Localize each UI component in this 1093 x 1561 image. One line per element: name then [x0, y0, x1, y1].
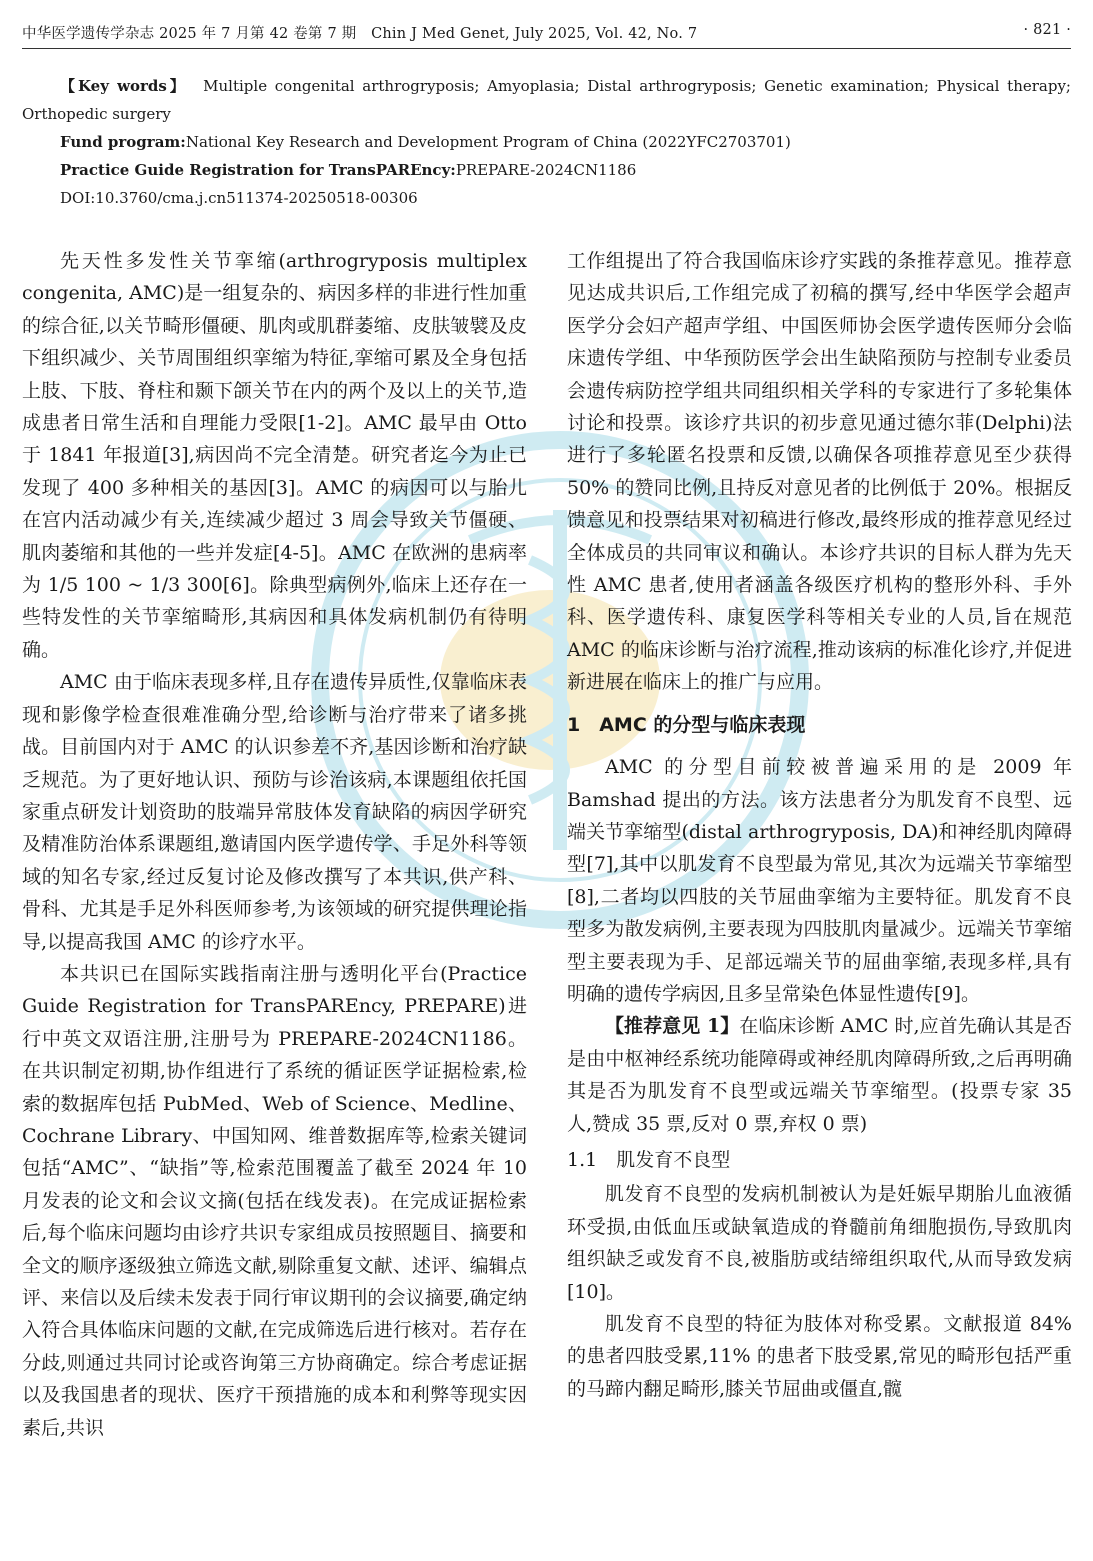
paragraph: AMC 由于临床表现多样,且存在遗传异质性,仅靠临床表现和影像学检查很难准确分型,给诊断与治疗带来了诸多挑战。目前国内对于 AMC 的认识参差不齐,基因诊断和治疗缺乏规范。为了更好地认识、预防与诊治该病,本课题组依托国家重点研发计划资助的肢端异常肢体发育缺陷的病因学研究及精准防治体系课题组,邀请国内医学遗传学、手足外科等领域的知名专家,经过反复讨论及修改撰写了本共识,供产科、骨科、尤其是手足外科医师参考,为该领域的研究提供理论指导,以提高我国 AMC 的诊疗水平。: [22, 671, 527, 953]
running-head: [22, 20, 1071, 49]
paragraph: AMC 的分型目前较被普遍采用的是 2009 年 Bamshad 提出的方法。该方法患者分为肌发育不良型、远端关节挛缩型(distal arthrogryposis, DA)和神经肌肉障碍型[7],其中以肌发育不良型最为常见,其次为远端关节挛缩型[8],二者均以四肢的关节屈曲挛缩为主要特征。肌发育不良型多为散发病例,主要表现为四肢肌肉量减少。远端关节挛缩型主要表现为手、足部远端关节的屈曲挛缩,表现多样,具有明确的遗传学病因,且多呈常染色体显性遗传[9]。: [567, 756, 1072, 1005]
section-heading: 1 AMC 的分型与临床表现: [567, 713, 806, 736]
registration-text: PREPARE-2024CN1186: [455, 161, 637, 179]
paragraph: 肌发育不良型的发病机制被认为是妊娠早期胎儿血液循环受损,由低血压或缺氧造成的脊髓前角细胞损伤,导致肌肉组织缺乏或发育不良,被脂肪或结缔组织取代,从而导致发病[10]。: [567, 1183, 1072, 1303]
recommendation: [567, 1010, 1072, 1140]
paragraph: 本共识已在国际实践指南注册与透明化平台(Practice Guide Registration for TransPAREncy, PREPARE)进行中英文双语注册,注册号为 PREPARE-2024CN1186。在共识制定初期,协作组进行了系统的循证医学证据检索,检索的数据库包括 PubMed、Web of Science、Medline、Cochrane Library、中国知网、维普数据库等,检索关键词包括“AMC”、“缺指”等,检索范围覆盖了截至 2024 年 10 月发表的论文和会议文摘(包括在线发表)。在完成证据检索后,每个临床问题均由诊疗共识专家组成员按照题目、摘要和全文的顺序逐级独立筛选文献,剔除重复文献、述评、编辑点评、来信以及后续未发表于同行审议期刊的会议摘要,确定纳入符合具体临床问题的文献,在完成筛选后进行核对。若存在分歧,则通过共同讨论或咨询第三方协商确定。综合考虑证据以及我国患者的现状、医疗干预措施的成本和利弊等现实因素后,共识: [22, 962, 527, 1439]
keywords-text: Multiple congenital arthrogryposis; Amyoplasia; Distal arthrogryposis; Genetic examination; Physical therapy; Orthopedic surgery: [22, 77, 1071, 123]
recommendation-text: 在临床诊断 AMC 时,应首先确认其是否是由中枢神经系统功能障碍或神经肌肉障碍所致,之后再明确其是否为肌发育不良型或远端关节挛缩型。(投票专家 35 人,赞成 35 票,反对 0 票,弃权 0 票): [567, 1015, 1072, 1135]
fund-program: [22, 128, 1071, 156]
recommendation-label: 【推荐意见 1】: [605, 1015, 740, 1038]
paragraph: 先天性多发性关节挛缩(arthrogryposis multiplex congenita, AMC)是一组复杂的、病因多样的非进行性加重的综合征,以关节畸形僵硬、肌肉或肌群萎缩、皮肤皱襞及皮下组织减少、关节周围组织挛缩为特征,挛缩可累及全身包括上肢、下肢、脊柱和颞下颌关节在内的两个及以上的关节,造成患者日常生活和自理能力受限[1-2]。AMC 最早由 Otto 于 1841 年报道[3],病因尚不完全清楚。研究者迄今为止已发现了 400 多种相关的基因[3]。AMC 的病因可以与胎儿在宫内活动减少有关,连续减少超过 3 周会导致关节僵硬、肌肉萎缩和其他的一些并发症[4-5]。AMC 在欧洲的患病率为 1/5 100 ~ 1/3 300[6]。除典型病例外,临床上还存在一些特发性的关节挛缩畸形,其病因和具体发病机制仍有待明确。: [22, 250, 527, 661]
fund-text: National Key Research and Development Program of China (2022YFC2703701): [185, 133, 791, 151]
subsection-heading: 1.1 肌发育不良型: [567, 1148, 731, 1171]
doi: DOI:10.3760/cma.j.cn511374-20250518-00306: [60, 189, 418, 207]
paragraph: 肌发育不良型的特征为肢体对称受累。文献报道 84% 的患者四肢受累,11% 的患者下肢受累,常见的畸形包括严重的马蹄内翻足畸形,膝关节屈曲或僵直,髋: [567, 1313, 1072, 1400]
left-column: [22, 245, 527, 1444]
page-number: · 821 ·: [1023, 22, 1071, 38]
paragraph: 工作组提出了符合我国临床诊疗实践的条推荐意见。推荐意见达成共识后,工作组完成了初稿的撰写,经中华医学会超声医学分会妇产超声学组、中国医师协会医学遗传医师分会临床遗传学组、中华预防医学会出生缺陷预防与控制专业委员会遗传病防控学组共同组织相关学科的专家进行了多轮集体讨论和投票。该诊疗共识的初步意见通过德尔菲(Delphi)法进行了多轮匿名投票和反馈,以确保各项推荐意见至少获得 50% 的赞同比例,且持反对意见者的比例低于 20%。根据反馈意见和投票结果对初稿进行修改,最终形成的推荐意见经过全体成员的共同审议和确认。本诊疗共识的目标人群为先天性 AMC 患者,使用者涵盖各级医疗机构的整形外科、手外科、医学遗传科、康复医学科等相关专业的人员,旨在规范 AMC 的临床诊断与治疗流程,推动该病的标准化诊疗,并促进新进展在临床上的推广与应用。: [567, 250, 1072, 694]
keywords-label: 【Key words】: [60, 77, 188, 95]
article-metadata: [22, 72, 1071, 212]
fund-label: Fund program:: [60, 133, 186, 151]
right-column: [567, 245, 1072, 1405]
registration: [22, 156, 1071, 184]
journal-citation: 中华医学遗传学杂志 2025 年 7 月第 42 卷第 7 期 Chin J Med Genet, July 2025, Vol. 42, No. 7: [22, 26, 698, 42]
keywords: [22, 72, 1071, 128]
registration-label: Practice Guide Registration for TransPAREncy:: [60, 161, 456, 179]
